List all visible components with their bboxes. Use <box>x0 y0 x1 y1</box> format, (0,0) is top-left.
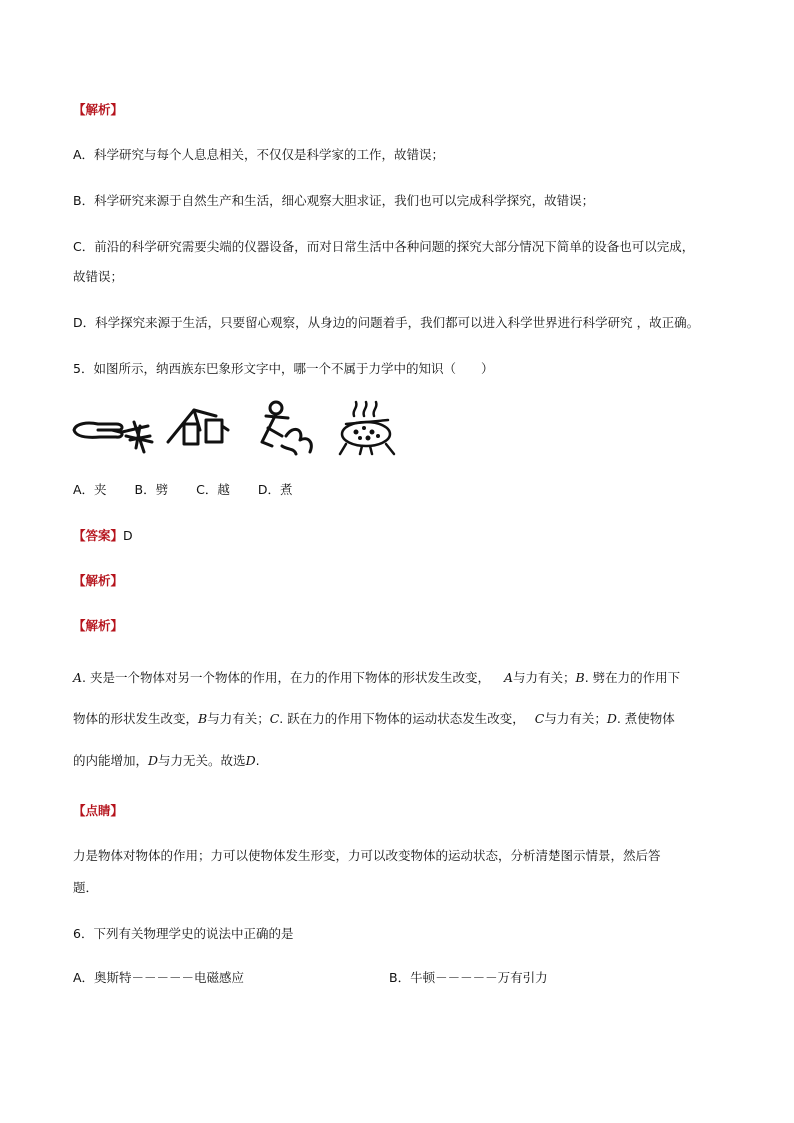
q4-analysis-option-c-line2: 故错误； <box>73 269 124 284</box>
q6-option-b: B．牛顿－－－－－万有引力 <box>389 970 548 985</box>
var-d: D <box>606 711 617 726</box>
q6-stem: 6．下列有关物理学史的说法中正确的是 <box>73 926 294 941</box>
analysis-text: 与力有关； <box>513 670 576 685</box>
q5-option-c: C．越 <box>196 482 230 497</box>
var-d: D <box>245 753 256 768</box>
q5-options <box>73 481 292 499</box>
var-c: C <box>534 711 545 726</box>
var-a: A <box>73 670 83 685</box>
q5-analysis-line2 <box>73 710 675 728</box>
analysis-text: 与力无关。故选 <box>158 753 246 768</box>
var-a: A <box>503 670 513 685</box>
analysis-text: 与力有关； <box>544 711 607 726</box>
leap-pictograph-icon <box>242 396 322 466</box>
var-d: D <box>148 753 159 768</box>
q5-option-b: B．劈 <box>134 482 169 497</box>
split-pictograph-icon <box>162 396 234 466</box>
answer-value: D <box>123 528 133 543</box>
q5-option-d: D．煮 <box>257 482 293 497</box>
comment-tag: 【点睛】 <box>73 803 124 818</box>
q6-option-a: A．奥斯特－－－－－电磁感应 <box>73 970 245 985</box>
analysis-tag: 【解析】 <box>73 102 124 117</box>
analysis-text: . 劈在力的作用下 <box>584 670 681 685</box>
dongba-pictographs-figure <box>70 396 400 466</box>
q5-analysis-line3 <box>73 752 260 770</box>
comment-line1: 力是物体对物体的作用；力可以使物体发生形变，力可以改变物体的运动状态，分析清楚图示情景，然后答 <box>73 848 661 863</box>
analysis-tag-1: 【解析】 <box>73 573 124 588</box>
analysis-text: . 煮使物体 <box>616 711 675 726</box>
q4-analysis-option-d: D．科学探究来源于生活，只要留心观察，从身边的问题着手，我们都可以进入科学世界进行科学研究 ，故正确。 <box>73 315 700 330</box>
answer-tag: 【答案】 <box>73 528 124 543</box>
q4-analysis-option-a: A．科学研究与每个人息息相关，不仅仅是科学家的工作，故错误； <box>73 147 445 162</box>
var-c: C <box>269 711 280 726</box>
analysis-text: . <box>255 753 260 768</box>
q4-analysis-option-c-line1: C．前沿的科学研究需要尖端的仪器设备，而对日常生活中各种问题的探究大部分情况下简单的设备也可以完成， <box>73 239 695 254</box>
analysis-text: . 夹是一个物体对另一个物体的作用，在力的作用下物体的形状发生改变， <box>82 670 490 685</box>
q5-analysis-line1 <box>73 669 680 687</box>
analysis-text: 与力有关； <box>207 711 270 726</box>
q5-answer <box>73 527 133 545</box>
comment-line2: 题． <box>73 880 99 895</box>
analysis-text: 的内能增加， <box>73 753 149 768</box>
q4-analysis-option-b: B．科学研究来源于自然生产和生活，细心观察大胆求证，我们也可以完成科学探究，故错误； <box>73 193 595 208</box>
analysis-tag-2: 【解析】 <box>73 618 124 633</box>
var-b: B <box>198 711 208 726</box>
var-b: B <box>575 670 585 685</box>
q5-stem: 5．如图所示，纳西族东巴象形文字中，哪一个不属于力学中的知识（ ） <box>73 361 494 376</box>
q5-option-a: A．夹 <box>73 482 107 497</box>
pinch-pictograph-icon <box>70 396 160 466</box>
analysis-text: 物体的形状发生改变， <box>73 711 199 726</box>
boil-pictograph-icon <box>332 396 400 466</box>
analysis-text: . 跃在力的作用下物体的运动状态发生改变， <box>279 711 525 726</box>
